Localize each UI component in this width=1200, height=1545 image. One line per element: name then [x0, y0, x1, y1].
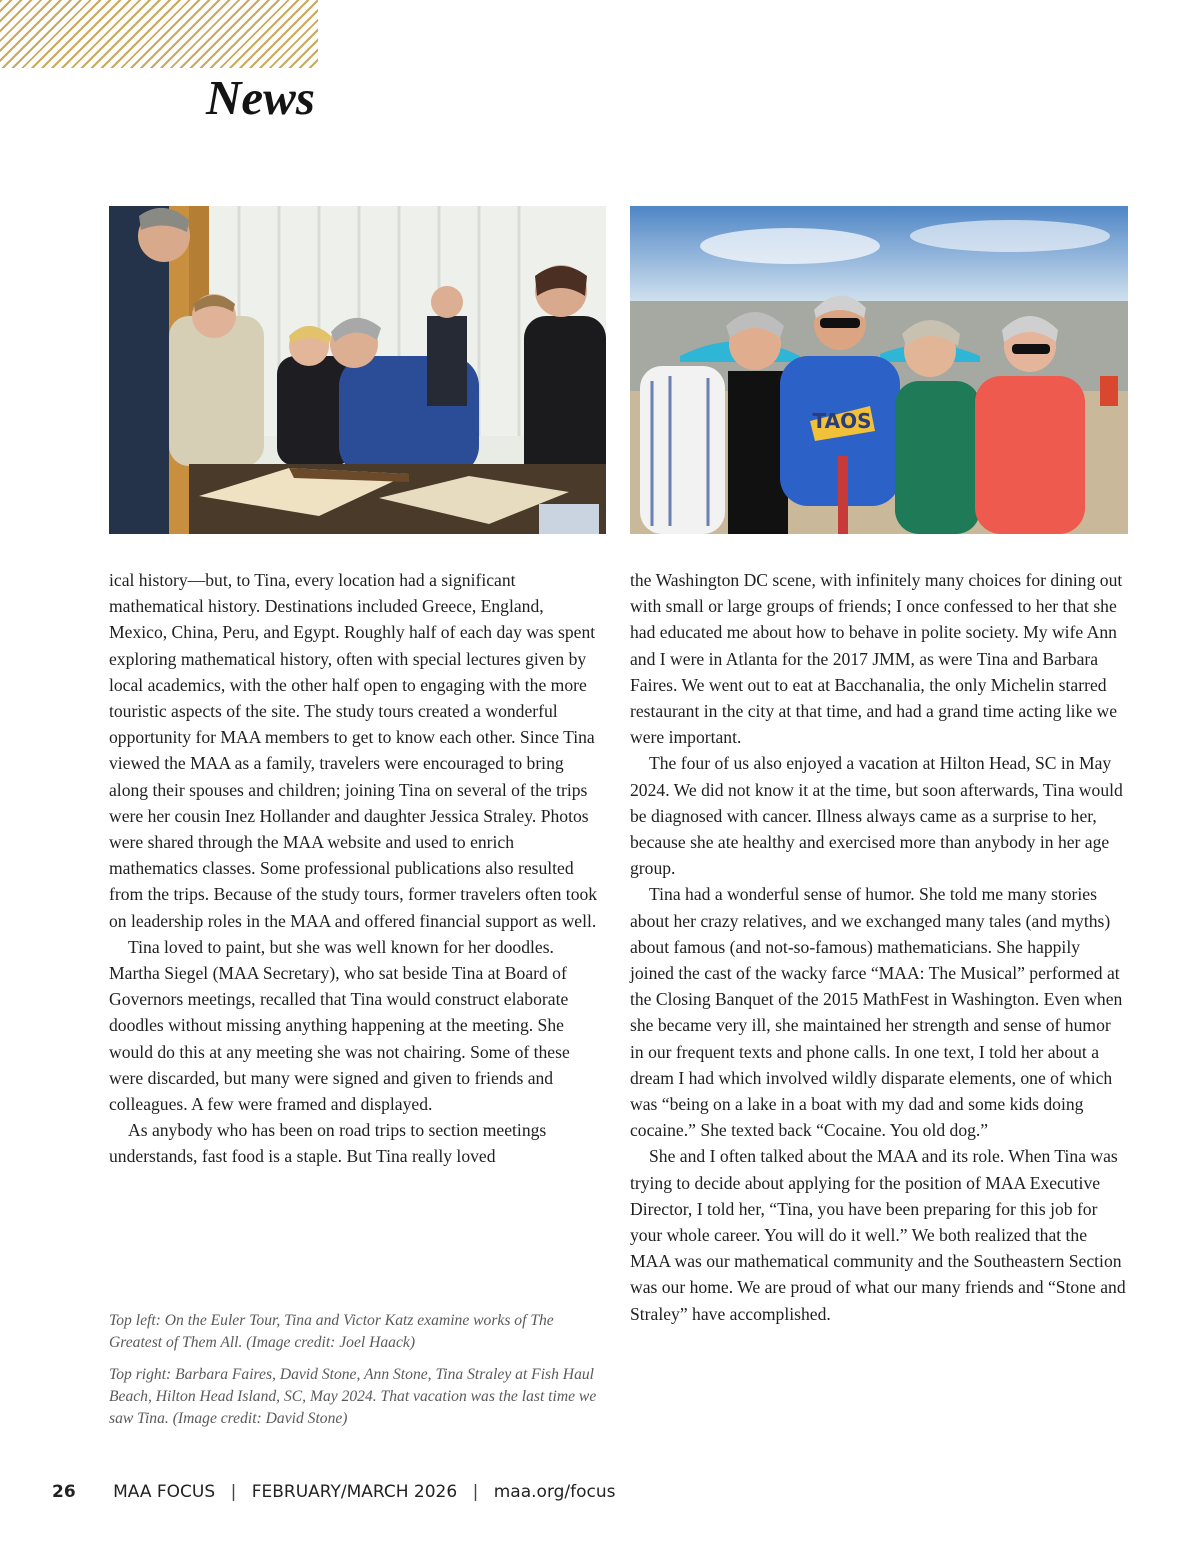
photo-euler-tour-image [109, 206, 606, 534]
paragraph: The four of us also enjoyed a vacation at Hilton Head, SC in May 2024. We did not know it at the time, but soon afterwards, Tina would be diagnosed with cancer. Illness always came as a surprise to her, because she ate healthy and exercised more than anybody in her age group. [630, 753, 1123, 879]
paragraph: Tina had a wonderful sense of humor. She told me many stories about her crazy relatives, and we exchanged many tales (and myths) about famous (and not-so-famous) mathematicians. She happily joined the cast of the wacky farce “MAA: The Musical” performed at the Closing Banquet of the 2015 MathFest in Washington. Even when she became very ill, she maintained her strength and sense of humor in our frequent texts and phone calls. In one text, I told her about a dream I had which involved wildly disparate elements, one of which was “being on a lake in a boat with my dad and some kids doing cocaine.” She texted back “Cocaine. You old dog.” [630, 884, 1123, 1141]
paragraph: She and I often talked about the MAA and its role. When Tina was trying to decide about applying for the position of MAA Executive Director, I told her, “Tina, you have been preparing for this job for your whole career. You will do it well.” We both realized that the MAA was our mathematical community and the Southeastern Section was our home. We are proud of what our many friends and “Stone and Straley” have accomplished. [630, 1146, 1126, 1324]
caption-top-right: Top right: Barbara Faires, David Stone, Ann Stone, Tina Straley at Fish Haul Beach, Hilton Head Island, SC, May 2024. That vacation was the last time we saw Tina. (Image credit: David Stone) [109, 1366, 597, 1427]
paragraph: the Washington DC scene, with infinitely many choices for dining out with small or large groups of friends; I once confessed to her that she had educated me about how to behave in polite society. My wife Ann and I were in Atlanta for the 2017 JMM, as were Tina and Barbara Faires. We went out to eat at Bacchanalia, the only Michelin starred restaurant in the city at that time, and had a grand time acting like we were important. [630, 570, 1123, 748]
footer-url[interactable]: maa.org/focus [493, 1482, 616, 1502]
footer-separator: | [472, 1482, 479, 1502]
page-footer [52, 1478, 616, 1506]
photo-fish-haul-beach-image [630, 206, 1128, 534]
article-right-column [630, 567, 1128, 1327]
photo-euler-tour [109, 206, 606, 534]
issue-date: FEBRUARY/MARCH 2026 [251, 1482, 458, 1502]
paragraph: As anybody who has been on road trips to section meetings understands, fast food is a staple. But Tina really loved [109, 1120, 547, 1167]
footer-separator: | [230, 1482, 237, 1502]
page-number: 26 [52, 1482, 76, 1502]
caption-top-left: Top left: On the Euler Tour, Tina and Victor Katz examine works of The Greatest of Them All. (Image credit: Joel Haack) [109, 1312, 554, 1351]
shirt-logo-text: TAOS [812, 409, 872, 433]
photo-fish-haul-beach [630, 206, 1128, 534]
article-left-column [109, 567, 599, 1170]
decorative-hatch-pattern [0, 0, 318, 68]
paragraph: Tina loved to paint, but she was well known for her doodles. Martha Siegel (MAA Secretary), who sat beside Tina at Board of Governors meetings, recalled that Tina would construct elaborate doodles without missing anything happening at the meeting. She would do this at any meeting she was not chairing. Some of these were discarded, but many were signed and given to friends and colleagues. A few were framed and displayed. [109, 936, 570, 1115]
publication-name: MAA FOCUS [113, 1482, 216, 1502]
section-title: News [206, 70, 315, 125]
photo-captions [109, 1310, 599, 1440]
paragraph: ical history—but, to Tina, every location had a significant mathematical history. Destinations included Greece, England, Mexico, China, Peru, and Egypt. Roughly half of each day was spent exploring mathematical history, often with special lectures given by local academics, with the other half open to engaging with the more touristic aspects of the site. The study tours created a wonderful opportunity for MAA members to get to know each other. Since Tina viewed the MAA as a family, travelers were encouraged to bring along their spouses and children; joining Tina on several of the trips were her cousin Inez Hollander and daughter Jessica Straley. Photos were shared through the MAA website and used to enrich mathematics classes. Some professional publications also resulted from the trips. Because of the study tours, former travelers often took on leadership roles in the MAA and offered financial support as well. [109, 570, 598, 931]
